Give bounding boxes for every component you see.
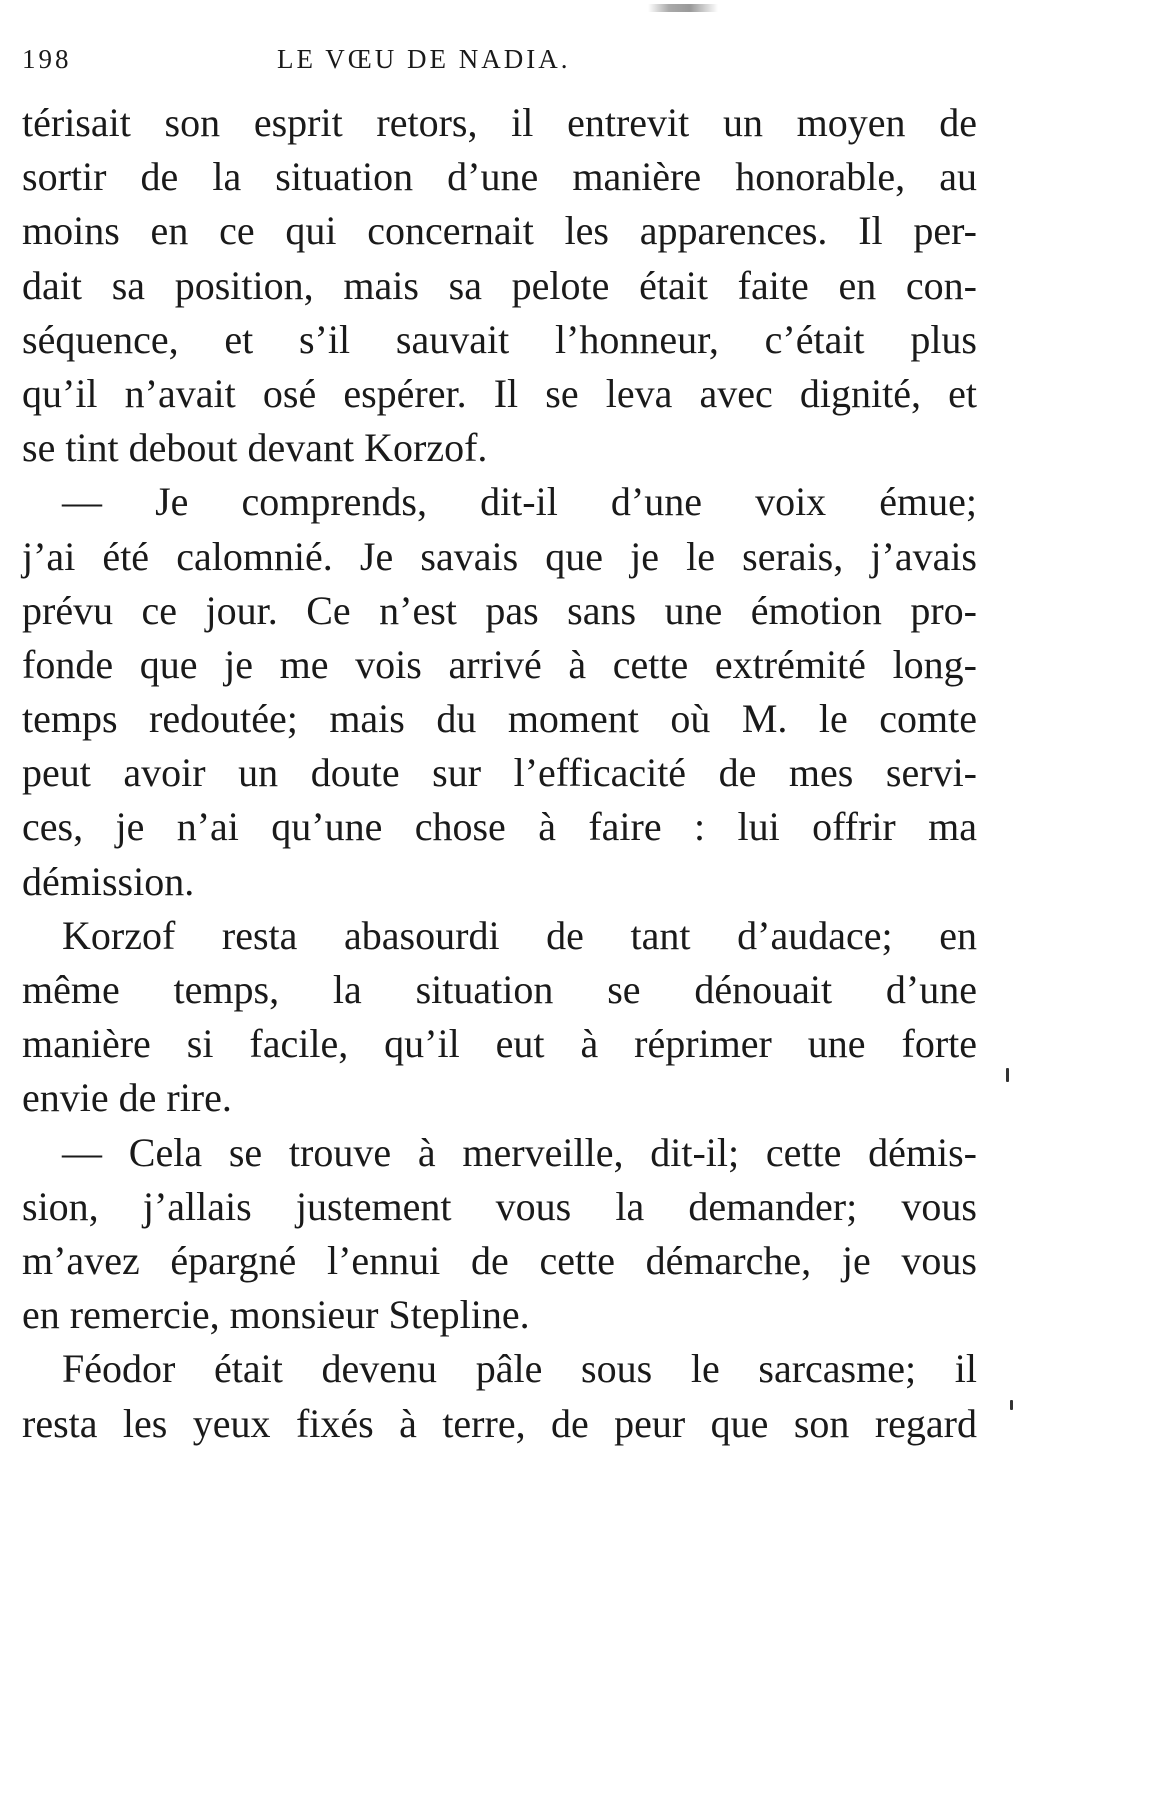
- text-line: même temps, la situation se dénouait d’une: [22, 967, 977, 1012]
- text-line: qu’il n’avait osé espérer. Il se leva avec dignité, et: [22, 370, 977, 416]
- text-line: Korzof resta abasourdi de tant d’audace; en: [62, 912, 977, 958]
- page-header: [22, 44, 977, 84]
- margin-speck: [1006, 1068, 1009, 1082]
- running-title: LE VŒU DE NADIA.: [277, 44, 571, 74]
- book-page: [22, 0, 1022, 1814]
- text-line: fonde que je me vois arrivé à cette extrémité long-: [22, 641, 977, 687]
- text-line: en remercie, monsieur Stepline.: [22, 1292, 530, 1338]
- text-line: — Cela se trouve à merveille, dit-il; cette démis-: [62, 1129, 977, 1175]
- text-line: moins en ce qui concernait les apparences. Il per-: [22, 208, 977, 254]
- text-line: temps redoutée; mais du moment où M. le comte: [22, 696, 977, 742]
- text-line: sortir de la situation d’une manière honorable, au: [22, 154, 977, 200]
- margin-speck: [1010, 1400, 1013, 1410]
- text-line: resta les yeux fixés à terre, de peur que son regard: [22, 1400, 977, 1446]
- text-line: manière si facile, qu’il eut à réprimer une forte: [22, 1021, 977, 1067]
- text-line: sion, j’allais justement vous la demander; vous: [22, 1183, 977, 1229]
- text-line: prévu ce jour. Ce n’est pas sans une émotion pro-: [22, 587, 977, 633]
- text-line: démission.: [22, 858, 195, 904]
- text-line: Féodor était devenu pâle sous le sarcasme; il: [62, 1346, 977, 1392]
- text-line: dait sa position, mais sa pelote était faite en con-: [22, 262, 977, 308]
- text-line: — Je comprends, dit-il d’une voix émue;: [62, 479, 977, 525]
- text-line: se tint debout devant Korzof.: [22, 425, 488, 471]
- text-line: peut avoir un doute sur l’efficacité de mes servi-: [22, 750, 977, 796]
- text-line: j’ai été calomnié. Je savais que je le serais, j’avais: [22, 533, 977, 579]
- text-line: térisait son esprit retors, il entrevit un moyen de: [22, 100, 977, 145]
- text-line: m’avez épargné l’ennui de cette démarche, je vous: [22, 1237, 977, 1283]
- text-line: séquence, et s’il sauvait l’honneur, c’était plus: [22, 316, 977, 362]
- page-number: 198: [22, 44, 72, 74]
- text-line: ces, je n’ai qu’une chose à faire : lui offrir ma: [22, 804, 977, 850]
- page-body: [22, 96, 977, 1451]
- text-line: envie de rire.: [22, 1075, 232, 1121]
